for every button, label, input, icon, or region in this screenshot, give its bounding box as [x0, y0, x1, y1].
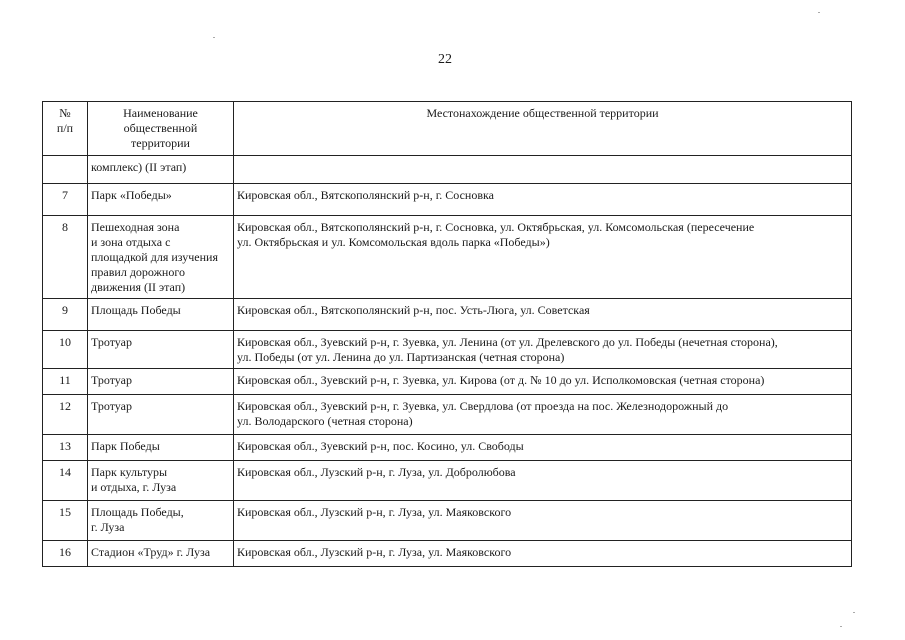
row-name: Тротуар [88, 369, 234, 395]
row-number: 11 [43, 369, 88, 395]
table-row [43, 331, 852, 369]
row-location: Кировская обл., Зуевский р-н, г. Зуевка, ул. Ленина (от ул. Дрелевского до ул. Победы (нечетная сторона), ул. Победы (от ул. Ленина до ул. Партизанская (четная сторона) [234, 331, 852, 369]
page-number: 22 [438, 52, 452, 67]
row-name: Стадион «Труд» г. Луза [88, 541, 234, 567]
row-name: Площадь Победы [88, 299, 234, 331]
row-name: Тротуар [88, 395, 234, 435]
table-row [43, 184, 852, 216]
row-number: 9 [43, 299, 88, 331]
row-name: Парк «Победы» [88, 184, 234, 216]
scan-speck [840, 626, 842, 627]
row-location: Кировская обл., Зуевский р-н, г. Зуевка, ул. Кирова (от д. № 10 до ул. Исполкомовская (четная сторона) [234, 369, 852, 395]
table-header [43, 102, 852, 156]
table-row [43, 216, 852, 299]
table-row [43, 395, 852, 435]
row-number: 13 [43, 435, 88, 461]
row-name: Площадь Победы, г. Луза [88, 501, 234, 541]
row-number: 12 [43, 395, 88, 435]
row-location: Кировская обл., Вятскополянский р-н, пос. Усть-Люга, ул. Советская [234, 299, 852, 331]
table-row [43, 501, 852, 541]
row-number: 7 [43, 184, 88, 216]
table-row [43, 299, 852, 331]
row-number: 14 [43, 461, 88, 501]
table-row [43, 461, 852, 501]
row-location: Кировская обл., Лузский р-н, г. Луза, ул. Маяковского [234, 501, 852, 541]
row-name: Парк культуры и отдыха, г. Луза [88, 461, 234, 501]
row-number: 8 [43, 216, 88, 299]
row-location: Кировская обл., Зуевский р-н, г. Зуевка, ул. Свердлова (от проезда на пос. Железнодорожный до ул. Володарского (четная сторона) [234, 395, 852, 435]
row-name: Тротуар [88, 331, 234, 369]
header-number: № п/п [43, 102, 88, 156]
row-name: комплекс) (II этап) [88, 156, 234, 184]
row-number: 16 [43, 541, 88, 567]
row-location: Кировская обл., Лузский р-н, г. Луза, ул. Добролюбова [234, 461, 852, 501]
row-location: Кировская обл., Лузский р-н, г. Луза, ул. Маяковского [234, 541, 852, 567]
row-number [43, 156, 88, 184]
row-location: Кировская обл., Зуевский р-н, пос. Косино, ул. Свободы [234, 435, 852, 461]
scan-speck [213, 37, 215, 38]
scan-speck [818, 12, 820, 13]
header-name: Наименование общественной территории [88, 102, 234, 156]
row-name: Пешеходная зона и зона отдыха с площадкой для изучения правил дорожного движения (II этап) [88, 216, 234, 299]
table-body [43, 156, 852, 567]
scan-speck [853, 612, 855, 613]
table-row [43, 435, 852, 461]
table-row [43, 156, 852, 184]
table-row [43, 369, 852, 395]
row-name: Парк Победы [88, 435, 234, 461]
header-location: Местонахождение общественной территории [234, 102, 852, 156]
row-location: Кировская обл., Вятскополянский р-н, г. Сосновка, ул. Октябрьская, ул. Комсомольская (пересечение ул. Октябрьская и ул. Комсомольская вдоль парка «Победы») [234, 216, 852, 299]
row-location [234, 156, 852, 184]
territories-table [42, 101, 852, 567]
row-number: 10 [43, 331, 88, 369]
row-number: 15 [43, 501, 88, 541]
row-location: Кировская обл., Вятскополянский р-н, г. Сосновка [234, 184, 852, 216]
table-row [43, 541, 852, 567]
